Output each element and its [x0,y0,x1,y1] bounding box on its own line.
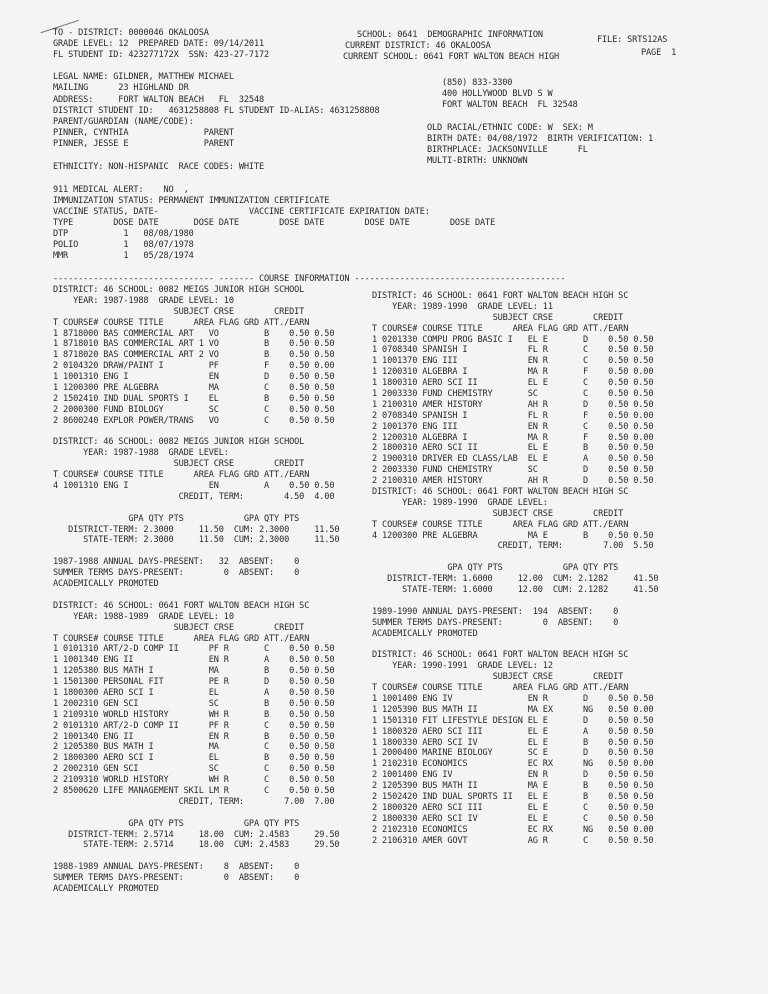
course-line [372,640,658,651]
course-line: DISTRICT-TERM: 2.3000 11.50 CUM: 2.3000 11.50 [53,524,340,535]
course-line: DISTRICT-TERM: 2.5714 18.00 CUM: 2.4583 29.50 [53,829,340,840]
course-line: SUMMER TERMS DAYS-PRESENT: 0 ABSENT: 0 [53,568,300,579]
vaccine-dtp: DTP 1 08/08/1980 [53,229,194,239]
course-line: 2 1001400 ENG IV EN R D 0.50 0.50 [372,770,654,781]
course-line [53,427,339,438]
course-line: 4 1001310 ENG I EN A 0.50 0.50 [53,481,335,492]
course-line: 1 1200310 ALGEBRA I MA R F 0.50 0.00 [372,367,654,378]
course-line: 2 1800310 AERO SCI II EL E B 0.50 0.50 [372,443,654,454]
course-line: 1 2109310 WORLD HISTORY WH R B 0.50 0.50 [53,709,335,720]
vaccine-header: TYPE DOSE DATE DOSE DATE DOSE DATE DOSE DATE DOSE DATE [53,218,496,228]
course-line: DISTRICT: 46 SCHOOL: 0082 MEIGS JUNIOR HIGH SCHOOL [53,437,305,448]
vaccine-status: VACCINE STATUS, DATE- VACCINE CERTIFICATE EXPIRATION DATE: [53,207,430,217]
parent-2: PINNER, JESSE E PARENT [53,139,234,149]
mailing-line: MAILING 23 HIGHLAND DR [53,83,189,93]
course-line: CREDIT, TERM: 7.00 5.50 [372,541,654,552]
course-line: 2 2102310 ECONOMICS EC RX NG 0.50 0.00 [372,824,654,835]
course-line: 1 2000400 MARINE BIOLOGY SC E D 0.50 0.50 [372,748,654,759]
header-grade-date: GRADE LEVEL: 12 PREPARED DATE: 09/14/2011 [53,39,265,49]
course-line: CREDIT, TERM: 4.50 4.00 [53,491,335,502]
course-line [53,546,339,557]
course-line: 2 1800320 AERO SCI III EL E C 0.50 0.50 [372,802,654,813]
course-line: SUBJECT CRSE CREDIT [372,312,624,323]
course-line: SUBJECT CRSE CREDIT [53,306,305,317]
course-line: STATE-TERM: 2.5714 18.00 CUM: 2.4583 29.50 [53,840,340,851]
course-line: 1 2003330 FUND CHEMISTRY SC C 0.50 0.50 [372,389,654,400]
course-line: DISTRICT: 46 SCHOOL: 0641 FORT WALTON BEACH HIGH SC [372,650,629,661]
course-line: 1 1001400 ENG IV EN R D 0.50 0.50 [372,693,654,704]
course-line: ACADEMICALLY PROMOTED [372,628,478,639]
birthplace: BIRTHPLACE: JACKSONVILLE FL [427,145,588,155]
course-line: T COURSE# COURSE TITLE AREA FLAG GRD ATT./EARN [372,323,629,334]
course-column-right [372,291,658,846]
course-line: 2 1200310 ALGEBRA I MA R F 0.50 0.00 [372,432,654,443]
course-line: 2 8600240 EXPLOR POWER/TRANS VO C 0.50 0.50 [53,415,335,426]
course-column-left [53,285,339,895]
birth-date: BIRTH DATE: 04/08/1972 BIRTH VERIFICATION: 1 [427,134,654,144]
legal-name: LEGAL NAME: GILDNER, MATTHEW MICHAEL [53,72,234,82]
course-line: 1 1205390 BUS MATH II MA EX NG 0.50 0.00 [372,704,654,715]
course-line: 1 0708340 SPANISH I FL R C 0.50 0.50 [372,345,654,356]
vaccine-mmr: MMR 1 05/28/1974 [53,251,194,261]
course-line: 2 1900310 DRIVER ED CLASS/LAB EL E A 0.50 0.50 [372,454,654,465]
header-to-district: TO - DISTRICT: 0000046 OKALOOSA [53,28,209,38]
parent-guardian-label: PARENT/GUARDIAN (NAME/CODE): [53,117,194,127]
course-line: SUBJECT CRSE CREDIT [53,459,305,470]
course-line: GPA QTY PTS GPA QTY PTS [53,818,300,829]
course-line: SUBJECT CRSE CREDIT [53,622,305,633]
course-line: 1 1800300 AERO SCI I EL A 0.50 0.50 [53,687,335,698]
course-line: 1 2100310 AMER HISTORY AH R D 0.50 0.50 [372,399,654,410]
course-line: 1 1800320 AERO SCI III EL E A 0.50 0.50 [372,726,654,737]
course-info-divider: -------------------------------- ------- COURSE INFORMATION ------------------------------------------ [53,274,566,284]
header-current-school: CURRENT SCHOOL: 0641 FORT WALTON BEACH HIGH [343,52,560,62]
course-line: ACADEMICALLY PROMOTED [53,883,159,894]
course-line: DISTRICT: 46 SCHOOL: 0641 FORT WALTON BEACH HIGH SC [372,291,629,301]
course-line [372,552,658,563]
course-line: 1 0101310 ART/2-D COMP II PF R C 0.50 0.50 [53,644,335,655]
vaccine-polio: POLIO 1 08/07/1978 [53,240,194,250]
course-line: CREDIT, TERM: 7.00 7.00 [53,796,335,807]
course-line: 2 0104320 DRAW/PAINT I PF F 0.50 0.00 [53,361,335,372]
course-line: SUBJECT CRSE CREDIT [372,508,624,519]
course-line: GPA QTY PTS GPA QTY PTS [53,513,300,524]
course-line: 2 1502420 IND DUAL SPORTS II EL E B 0.50 0.50 [372,791,654,802]
medical-alert: 911 MEDICAL ALERT: NO , [53,185,189,195]
course-line: 1987-1988 ANNUAL DAYS-PRESENT: 32 ABSENT: 0 [53,557,300,568]
course-line: YEAR: 1988-1989 GRADE LEVEL: 10 [53,611,234,622]
school-phone: (850) 833-3300 [442,78,513,88]
course-line: YEAR: 1989-1990 GRADE LEVEL: [372,497,548,508]
course-line: 2 2003330 FUND CHEMISTRY SC D 0.50 0.50 [372,465,654,476]
course-line: 2 1001340 ENG II EN R B 0.50 0.50 [53,731,335,742]
school-city: FORT WALTON BEACH FL 32548 [442,100,578,110]
course-line: 1 8718020 BAS COMMERCIAL ART 2 VO B 0.50 0.50 [53,350,335,361]
multi-birth: MULTI-BIRTH: UNKNOWN [427,156,528,166]
course-line: 1 2002310 GEN SCI SC B 0.50 0.50 [53,698,335,709]
course-line: 2 1502410 IND DUAL SPORTS I EL B 0.50 0.50 [53,393,335,404]
course-line: 2 1205390 BUS MATH II MA E B 0.50 0.50 [372,781,654,792]
course-line: 1 1001310 ENG I EN D 0.50 0.50 [53,372,335,383]
course-line: DISTRICT: 46 SCHOOL: 0082 MEIGS JUNIOR HIGH SCHOOL [53,285,305,295]
course-line: 1 1501310 FIT LIFESTYLE DESIGN EL E D 0.50 0.50 [372,715,654,726]
course-line: 2 2109310 WORLD HISTORY WH R C 0.50 0.50 [53,775,335,786]
header-page: PAGE 1 [641,48,677,58]
course-line: 1 8718010 BAS COMMERCIAL ART 1 VO B 0.50 0.50 [53,339,335,350]
course-line: 1 1001340 ENG II EN R A 0.50 0.50 [53,655,335,666]
header-student-id: FL STUDENT ID: 423277172X SSN: 423-27-7172 [53,50,270,60]
course-line: 1 1800330 AERO SCI IV EL E B 0.50 0.50 [372,737,654,748]
course-line: 1 1205380 BUS MATH I MA B 0.50 0.50 [53,666,335,677]
course-line: DISTRICT-TERM: 1.6000 12.00 CUM: 2.1282 41.50 [372,574,659,585]
course-line: 2 1800300 AERO SCI I EL B 0.50 0.50 [53,753,335,764]
course-line [53,590,339,601]
course-line: 2 2106310 AMER GOVT AG R C 0.50 0.50 [372,835,654,846]
immunization-status: IMMUNIZATION STATUS: PERMANENT IMMUNIZATION CERTIFICATE [53,196,330,206]
district-student-id: DISTRICT STUDENT ID: 4631258808 FL STUDENT ID-ALIAS: 4631258808 [53,106,380,116]
address-line: ADDRESS: FORT WALTON BEACH FL 32548 [53,95,265,105]
course-line: 1 8718000 BAS COMMERCIAL ART VO B 0.50 0.50 [53,328,335,339]
course-line: ACADEMICALLY PROMOTED [53,579,159,590]
course-line: YEAR: 1990-1991 GRADE LEVEL: 12 [372,661,553,672]
course-line: 2 0101310 ART/2-D COMP II PF R C 0.50 0.50 [53,720,335,731]
course-line: YEAR: 1989-1990 GRADE LEVEL: 11 [372,301,553,312]
course-line: T COURSE# COURSE TITLE AREA FLAG GRD ATT./EARN [53,317,310,328]
course-line: 2 0708340 SPANISH I FL R F 0.50 0.00 [372,410,654,421]
course-line: 1988-1989 ANNUAL DAYS-PRESENT: 8 ABSENT: 0 [53,862,300,873]
course-line: T COURSE# COURSE TITLE AREA FLAG GRD ATT./EARN [372,519,629,530]
header-current-district: CURRENT DISTRICT: 46 OKALOOSA [345,41,491,51]
course-line: 1989-1990 ANNUAL DAYS-PRESENT: 194 ABSENT: 0 [372,606,619,617]
course-line: 4 1200300 PRE ALGEBRA MA E B 0.50 0.50 [372,530,654,541]
course-line: 2 1205380 BUS MATH I MA C 0.50 0.50 [53,742,335,753]
course-line: 2 2100310 AMER HISTORY AH R D 0.50 0.50 [372,476,654,487]
course-line [53,808,339,819]
racial-sex: OLD RACIAL/ETHNIC CODE: W SEX: M [427,123,593,133]
course-line [372,596,658,607]
course-line: T COURSE# COURSE TITLE AREA FLAG GRD ATT./EARN [53,470,310,481]
course-line: T COURSE# COURSE TITLE AREA FLAG GRD ATT./EARN [372,683,629,694]
course-line: DISTRICT: 46 SCHOOL: 0641 FORT WALTON BEACH HIGH SC [372,487,629,498]
course-line: GPA QTY PTS GPA QTY PTS [372,563,619,574]
course-line: 1 1800310 AERO SCI II EL E C 0.50 0.50 [372,378,654,389]
course-line: 1 0201330 COMPU PROG BASIC I EL E D 0.50 0.50 [372,334,654,345]
school-street: 400 HOLLYWOOD BLVD S W [442,89,553,99]
course-line: SUMMER TERMS DAYS-PRESENT: 0 ABSENT: 0 [53,873,300,884]
course-line: STATE-TERM: 1.6000 12.00 CUM: 2.1282 41.50 [372,585,659,596]
course-line [53,851,339,862]
course-line: 1 1501300 PERSONAL FIT PE R D 0.50 0.50 [53,677,335,688]
course-line: DISTRICT: 46 SCHOOL: 0641 FORT WALTON BEACH HIGH SC [53,600,310,611]
course-line: 2 8500620 LIFE MANAGEMENT SKIL LM R C 0.50 0.50 [53,785,335,796]
course-line: 2 2000300 FUND BIOLOGY SC C 0.50 0.50 [53,404,335,415]
header-school: SCHOOL: 0641 DEMOGRAPHIC INFORMATION [357,30,543,40]
course-line [53,503,339,514]
course-line: SUBJECT CRSE CREDIT [372,672,624,683]
course-line: YEAR: 1987-1988 GRADE LEVEL: 10 [53,295,234,306]
course-line: STATE-TERM: 2.3000 11.50 CUM: 2.3000 11.50 [53,535,340,546]
course-line: T COURSE# COURSE TITLE AREA FLAG GRD ATT./EARN [53,633,310,644]
course-line: 1 1001370 ENG III EN R C 0.50 0.50 [372,356,654,367]
course-line: 1 1200300 PRE ALGEBRA MA C 0.50 0.50 [53,383,335,394]
header-file: FILE: SRTS12AS [597,35,668,45]
course-line: SUMMER TERMS DAYS-PRESENT: 0 ABSENT: 0 [372,617,619,628]
course-line: 2 1001370 ENG III EN R C 0.50 0.50 [372,421,654,432]
ethnicity: ETHNICITY: NON-HISPANIC RACE CODES: WHITE [53,162,265,172]
course-line: 1 2102310 ECONOMICS EC RX NG 0.50 0.00 [372,759,654,770]
course-line: 2 1800330 AERO SCI IV EL E C 0.50 0.50 [372,813,654,824]
course-line: 2 2002310 GEN SCI SC C 0.50 0.50 [53,764,335,775]
course-line: YEAR: 1987-1988 GRADE LEVEL: [53,448,229,459]
parent-1: PINNER, CYNTHIA PARENT [53,128,234,138]
